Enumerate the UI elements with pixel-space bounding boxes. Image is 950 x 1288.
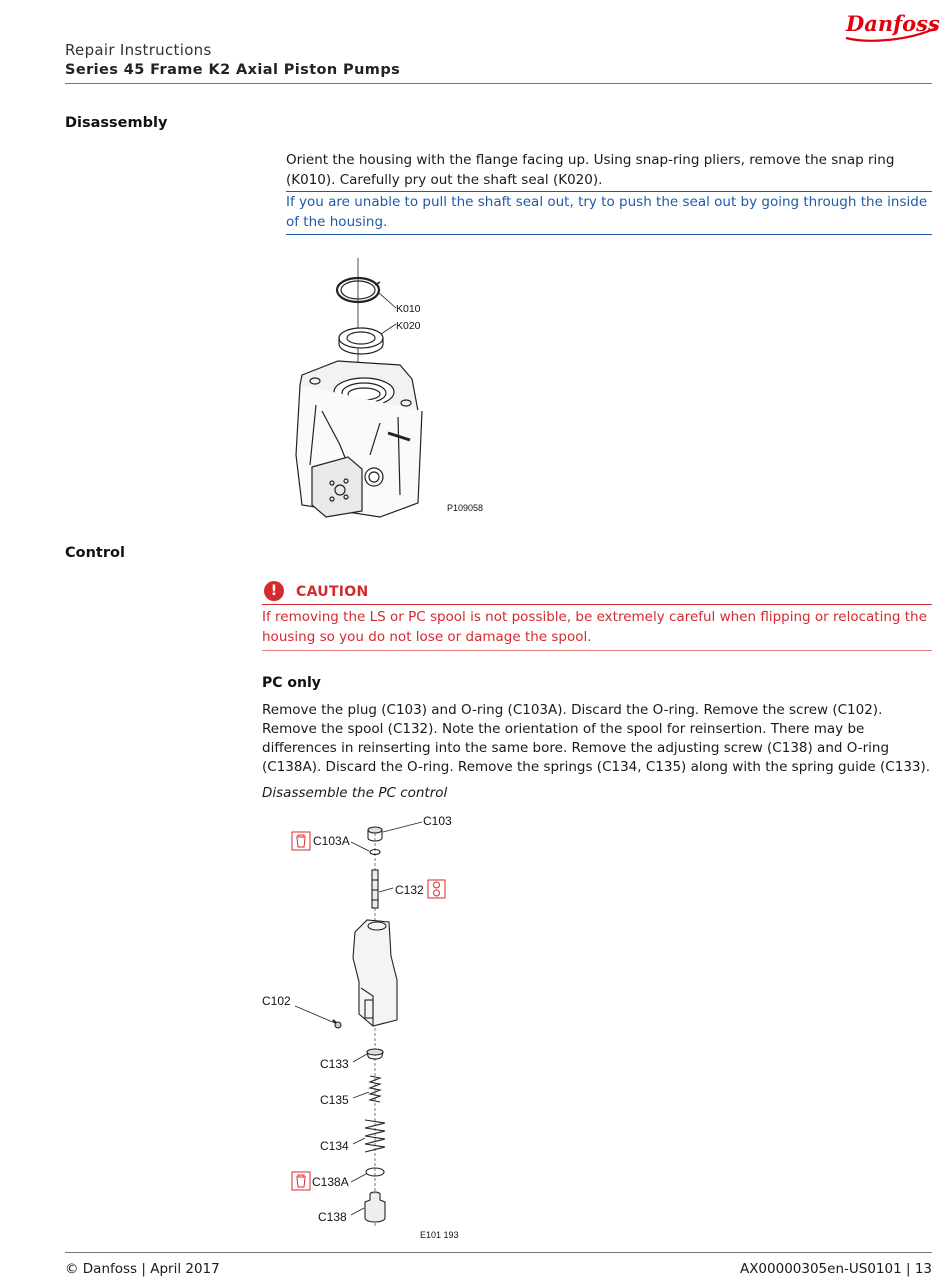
footer-copyright: © Danfoss | April 2017 [65, 1261, 220, 1277]
figure-id-e101193: E101 193 [420, 1230, 459, 1240]
footer-doc-number: AX00000305en-US0101 | 13 [739, 1261, 932, 1277]
label-c102: C102 [262, 994, 291, 1008]
disassembly-paragraph: Orient the housing with the flange facing up. Using snap-ring pliers, remove the snap ring (K010). Carefully pry out the shaft seal (K020). [286, 152, 895, 188]
figure-caption: Disassemble the PC control [262, 785, 448, 801]
label-c103a: C103A [313, 834, 350, 848]
trash-can-icon [292, 1172, 310, 1190]
section-heading-control: Control [65, 545, 125, 561]
caution-label: CAUTION [296, 584, 369, 600]
spool-orientation-icon [428, 880, 445, 898]
label-c133: C133 [320, 1057, 349, 1071]
label-c132: C132 [395, 883, 424, 897]
caution-text: If removing the LS or PC spool is not possible, be extremely careful when flipping or relocating the housing so you do not lose or damage the spool. [262, 605, 932, 651]
pc-control-exploded-figure [255, 808, 505, 1243]
label-c103: C103 [423, 814, 452, 828]
footer-divider [65, 1252, 932, 1253]
caution-box [262, 580, 932, 651]
caution-header [262, 580, 932, 605]
section-heading-disassembly: Disassembly [65, 115, 168, 131]
figure-id-p109058: P109058 [447, 503, 484, 513]
label-k020: K020 [396, 320, 421, 332]
label-c134: C134 [320, 1139, 349, 1153]
trash-can-icon [292, 832, 310, 850]
label-c138: C138 [318, 1210, 347, 1224]
logo-wordmark: Danfoss [846, 11, 940, 36]
label-c138a: C138A [312, 1175, 349, 1189]
danfoss-logo [840, 4, 940, 44]
document-title: Repair Instructions [65, 41, 212, 59]
document-subtitle: Series 45 Frame K2 Axial Piston Pumps [65, 62, 401, 78]
label-c135: C135 [320, 1093, 349, 1107]
pc-only-paragraph: Remove the plug (C103) and O-ring (C103A). Discard the O-ring. Remove the screw (C102). Remove the spool (C132). Note the orientation of the spool for reinsertion. There may be differences in reinserting into the same bore. Remove the adjusting screw (C138) and O-ring (C138A). Discard the O-ring. Remove the springs (C134, C135) along with the spring guide (C133). [262, 702, 931, 775]
header-divider [65, 83, 932, 84]
label-k010: K010 [396, 303, 421, 315]
exclamation-icon: ! [264, 581, 284, 601]
subheading-pc-only: PC only [262, 675, 321, 691]
housing-exploded-figure [280, 255, 520, 520]
disassembly-note: If you are unable to pull the shaft seal out, try to push the seal out by going through the inside of the housing. [286, 191, 932, 235]
